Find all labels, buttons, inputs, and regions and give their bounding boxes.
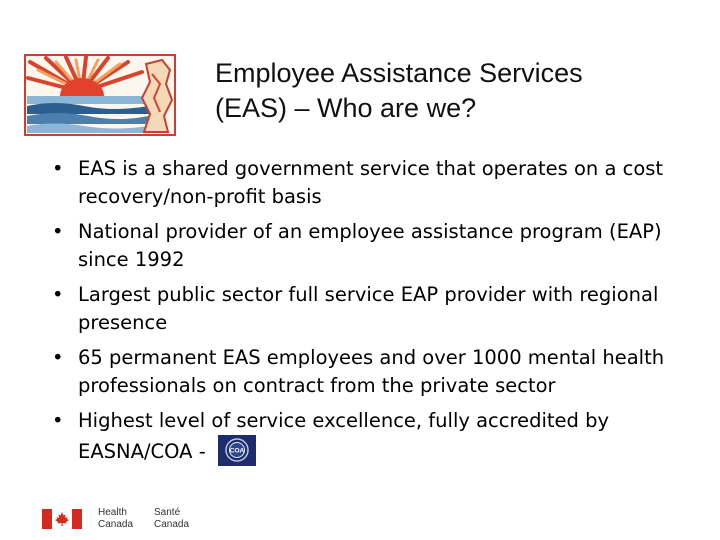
coa-accreditation-badge-icon xyxy=(218,435,256,466)
canada-flag-icon xyxy=(42,509,82,529)
bullet-text: 65 permanent EAS employees and over 1000 mental health professionals on contract from the private sector xyxy=(78,346,665,397)
bullet-item xyxy=(48,407,698,466)
slide-title xyxy=(215,56,705,126)
bullet-item xyxy=(48,344,698,400)
footer-fr-line-2: Canada xyxy=(154,519,190,530)
bullet-item xyxy=(48,218,698,274)
bullet-text: Highest level of service excellence, fully accredited by xyxy=(78,409,610,432)
sunrise-over-water-logo-icon xyxy=(24,54,176,136)
badge-label: COA xyxy=(229,447,245,455)
bullet-text: EAS is a shared government service that operates on a cost recovery/non-profit basis xyxy=(78,157,664,208)
title-line-1: Employee Assistance Services xyxy=(215,58,583,88)
bullet-text-continued: EASNA/COA - xyxy=(78,440,212,463)
footer-en-line-1: Health xyxy=(98,507,127,518)
bullet-text: National provider of an employee assistance program (EAP) since 1992 xyxy=(78,220,662,271)
health-canada-signature xyxy=(42,506,212,532)
footer-fr-line-1: Santé xyxy=(154,507,181,518)
bullet-item xyxy=(48,155,698,211)
footer-en-line-2: Canada xyxy=(98,519,134,530)
bullet-item xyxy=(48,281,698,337)
title-line-2: (EAS) – Who are we? xyxy=(215,93,477,123)
bullet-list xyxy=(48,155,698,473)
bullet-text: Largest public sector full service EAP provider with regional presence xyxy=(78,283,659,334)
